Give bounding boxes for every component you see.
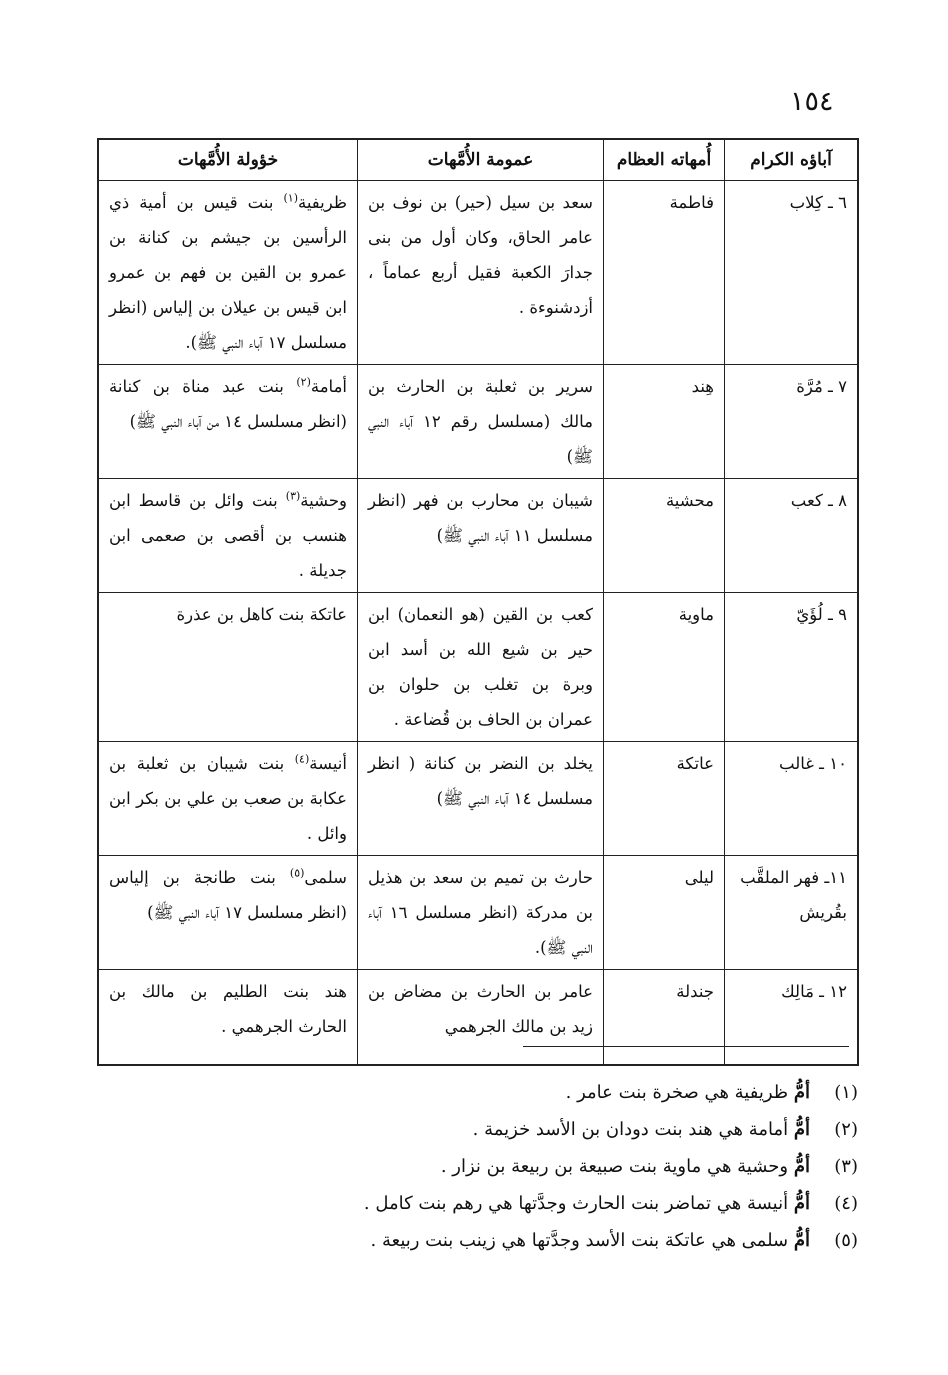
- aunts-cell: [98, 479, 358, 593]
- footnote-ref: (١): [283, 191, 298, 205]
- table-row: [98, 181, 858, 365]
- table-row: [98, 479, 858, 593]
- footnote-number: (٢): [834, 1119, 858, 1140]
- aunts-cell: [98, 365, 358, 479]
- header-fathers: آباؤه الكرام: [725, 139, 859, 181]
- aunt-lineage: هند بنت الطليم بن مالك بن الحارث الجرهمي .: [109, 982, 347, 1036]
- table-row: [98, 970, 858, 1065]
- uncles-cell: شيبان بن محارب بن فهر (انظر مسلسل ١١ آباء النبي ﷺ): [358, 479, 604, 593]
- genealogy-table: [97, 138, 859, 1066]
- aunt-lineage: بنت عبد مناة بن كنانة (انظر مسلسل ١٤ من آباء النبي ﷺ): [109, 377, 347, 431]
- footnotes-list: [98, 1074, 858, 1259]
- mother-cell: جندلة: [604, 970, 725, 1065]
- footnote-ref: (٣): [285, 489, 301, 503]
- father-cell: ١٠ ـ غالب: [725, 742, 859, 856]
- father-cell: ١١ـ فهر الملقَّب بقُريش: [725, 856, 859, 970]
- footnote-ref: (٤): [294, 752, 310, 766]
- aunt-name: ظريفية: [297, 193, 347, 212]
- uncles-cell: كعب بن القين (هو النعمان) ابن حير بن شيع الله بن أسد ابن وبرة بن تغلب بن حلوان بن عمران بن الحاف بن قُضاعة .: [358, 593, 604, 742]
- mother-cell: هِند: [604, 365, 725, 479]
- aunt-lineage: بنت وائل بن قاسط ابن هنسب بن أقصى بن صعمى ابن جديلة .: [109, 491, 347, 580]
- footnote-item: [98, 1185, 858, 1222]
- header-maternal-uncles: عمومة الأُمَّهات: [358, 139, 604, 181]
- footnote-number: (٣): [834, 1156, 858, 1177]
- aunt-lineage: عاتكة بنت كاهل بن عذرة: [176, 605, 347, 624]
- footnote-lead: أمُّ: [793, 1193, 810, 1214]
- aunt-lineage: بنت قيس بن أمية ذي الرأسين بن جيشم بن كنانة بن عمرو بن القين بن فهم بن عمرو ابن قيس بن عيلان بن إلياس (انظر مسلسل ١٧ آباء النبي ﷺ).: [109, 193, 347, 352]
- footnote-text: ظريفية هي صخرة بنت عامر .: [565, 1082, 794, 1103]
- father-cell: ٩ ـ لُؤَيّ: [725, 593, 859, 742]
- footnote-text: سلمى هي عاتكة بنت الأسد وجدَّتها هي زينب بنت ربيعة .: [370, 1230, 794, 1251]
- footnote-number: (١): [834, 1082, 858, 1103]
- mother-cell: فاطمة: [604, 181, 725, 365]
- uncles-cell: يخلد بن النضر بن كنانة ( انظر مسلسل ١٤ آباء النبي ﷺ): [358, 742, 604, 856]
- footnote-lead: أمُّ: [793, 1119, 810, 1140]
- aunts-cell: [98, 970, 358, 1065]
- footnote-ref: (٢): [296, 375, 311, 389]
- footnote-lead: أمُّ: [793, 1082, 810, 1103]
- footnote-lead: أمُّ: [793, 1156, 810, 1177]
- footnote-lead: أمُّ: [793, 1230, 810, 1251]
- uncles-cell: عامر بن الحارث بن مضاض بن زيد بن مالك الجرهمي: [358, 970, 604, 1065]
- aunt-name: سلمى: [304, 868, 347, 887]
- page-number: ١٥٤: [790, 86, 834, 117]
- mother-cell: عاتكة: [604, 742, 725, 856]
- father-cell: ١٢ ـ مَالِك: [725, 970, 859, 1065]
- aunts-cell: [98, 742, 358, 856]
- aunt-name: وحشية: [300, 491, 347, 510]
- aunt-lineage: بنت طانجة بن إلياس (انظر مسلسل ١٧ آباء النبي ﷺ): [109, 868, 347, 922]
- father-cell: ٧ ـ مُرَّة: [725, 365, 859, 479]
- table-row: [98, 742, 858, 856]
- footnote-text: أنيسة هي تماضر بنت الحارث وجدَّتها هي رهم بنت كامل .: [363, 1193, 794, 1214]
- footnote-number: (٤): [834, 1193, 858, 1214]
- header-maternal-aunts: خؤولة الأُمَّهات: [98, 139, 358, 181]
- uncles-cell: حارث بن تميم بن سعد بن هذيل بن مدركة (انظر مسلسل ١٦ آباء النبي ﷺ).: [358, 856, 604, 970]
- footnote-text: أمامة هي هند بنت دودان بن الأسد خزيمة .: [472, 1119, 794, 1140]
- mother-cell: ليلى: [604, 856, 725, 970]
- uncles-cell: سرير بن ثعلبة بن الحارث بن مالك (مسلسل رقم ١٢ آباء النبي ﷺ): [358, 365, 604, 479]
- father-cell: ٨ ـ كعب: [725, 479, 859, 593]
- table-row: [98, 365, 858, 479]
- table-header-row: [98, 139, 858, 181]
- footnote-item: [98, 1222, 858, 1259]
- aunts-cell: [98, 593, 358, 742]
- footnote-separator: [523, 1046, 849, 1047]
- aunts-cell: [98, 856, 358, 970]
- father-cell: ٦ ـ كِلاب: [725, 181, 859, 365]
- mother-cell: محشية: [604, 479, 725, 593]
- footnote-ref: (٥): [289, 866, 305, 880]
- footnote-item: [98, 1111, 858, 1148]
- header-mothers: أُمهاته العظام: [604, 139, 725, 181]
- aunt-lineage: بنت شيبان بن ثعلبة بن عكابة بن صعب بن علي بن بكر ابن وائل .: [109, 754, 347, 843]
- footnote-number: (٥): [834, 1230, 858, 1251]
- mother-cell: ماوية: [604, 593, 725, 742]
- table-row: [98, 593, 858, 742]
- table-row: [98, 856, 858, 970]
- footnote-item: [98, 1074, 858, 1111]
- aunts-cell: [98, 181, 358, 365]
- aunt-name: أنيسة: [309, 754, 347, 773]
- footnote-item: [98, 1148, 858, 1185]
- aunt-name: أمامة: [310, 377, 347, 396]
- footnote-text: وحشية هي ماوية بنت صبيعة بن ربيعة بن نزار .: [440, 1156, 794, 1177]
- uncles-cell: سعد بن سيل (حير) بن نوف بن عامر الحاق، وكان أول من بنى جدارَ الكعبة فقيل أربع عماماً ، أزدشنوءة .: [358, 181, 604, 365]
